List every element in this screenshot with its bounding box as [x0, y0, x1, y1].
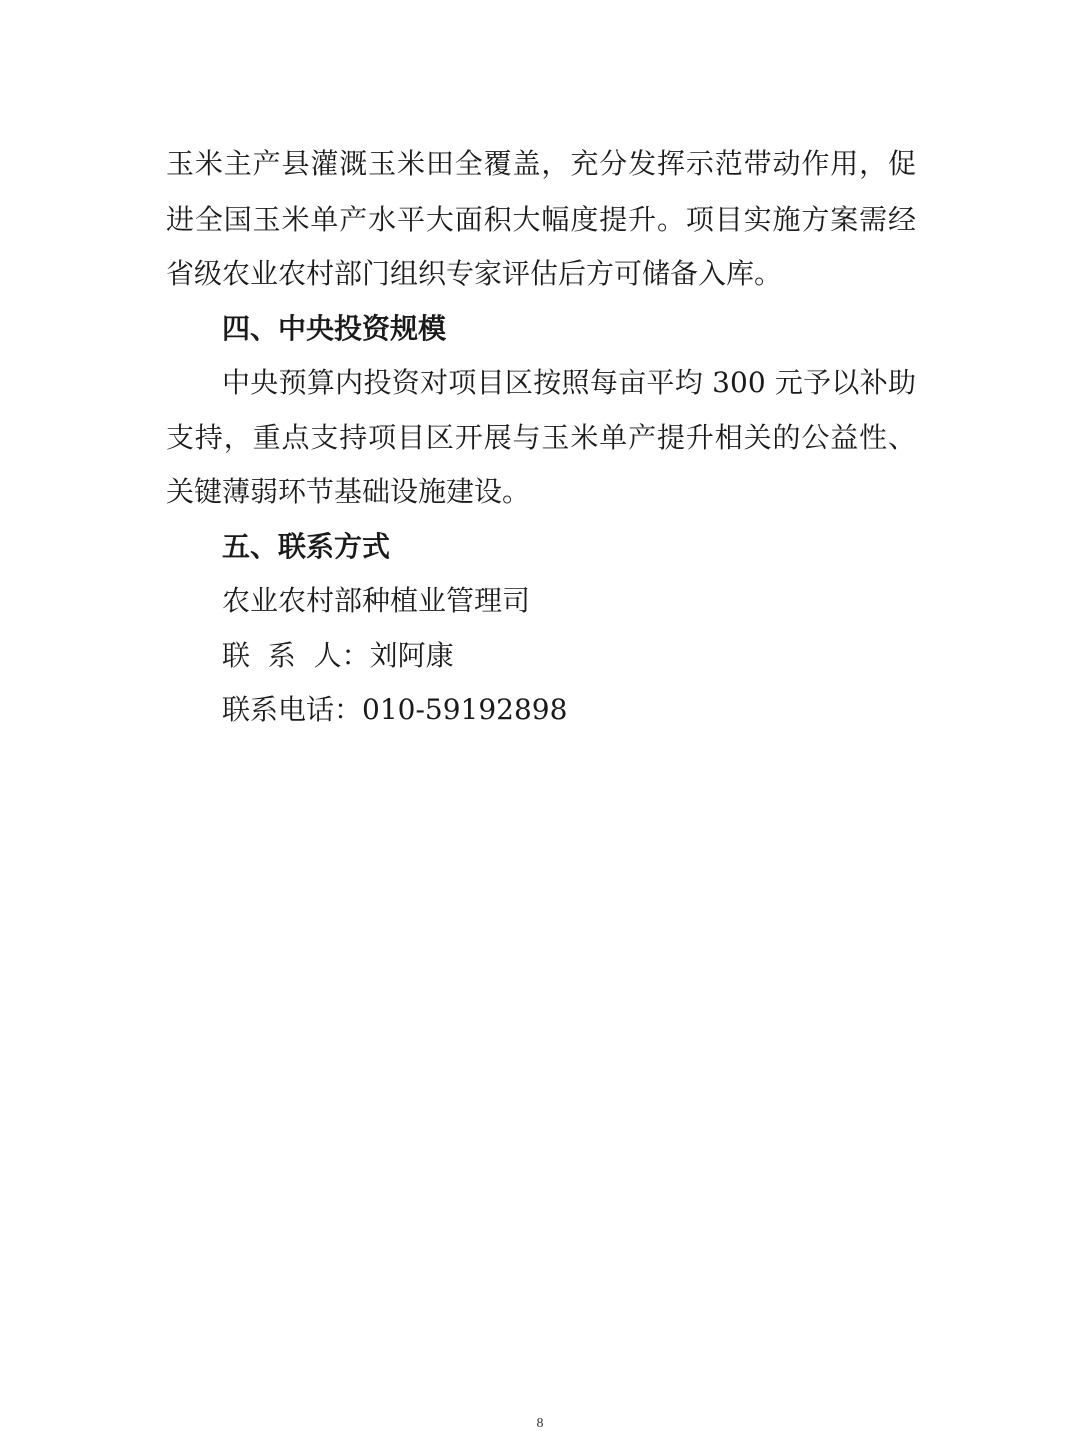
body-line: 支持，重点支持项目区开展与玉米单产提升相关的公益性、	[166, 421, 916, 454]
section-heading: 五、联系方式	[222, 530, 391, 563]
section-heading: 四、中央投资规模	[222, 312, 447, 345]
body-line: 关键薄弱环节基础设施建设。	[166, 475, 531, 508]
contact-phone: 联系电话：010-59192898	[222, 693, 568, 726]
body-line: 玉米主产县灌溉玉米田全覆盖，充分发挥示范带动作用，促	[166, 147, 916, 180]
page-number: 8	[536, 1416, 544, 1431]
body-line: 进全国玉米单产水平大面积大幅度提升。项目实施方案需经	[166, 203, 916, 236]
body-line: 中央预算内投资对项目区按照每亩平均 300 元予以补助	[222, 366, 916, 399]
body-line: 省级农业农村部门组织专家评估后方可储备入库。	[166, 257, 783, 290]
contact-person: 联 系 人：刘阿康	[222, 639, 454, 672]
contact-department: 农业农村部种植业管理司	[222, 584, 531, 617]
